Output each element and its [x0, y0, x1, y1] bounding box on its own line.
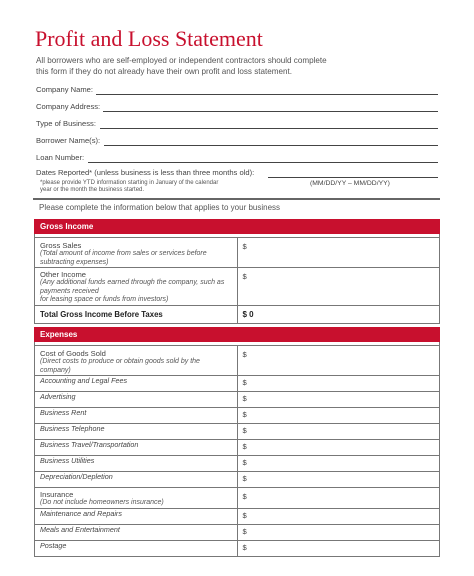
type-of-business-field[interactable] [36, 119, 438, 129]
type-of-business-label: Type of Business: [36, 119, 96, 128]
table-row [35, 509, 440, 525]
expense-amount[interactable]: $ [237, 541, 440, 557]
dates-reported-field[interactable] [36, 168, 438, 178]
dates-reported-label: Dates Reported* (unless business is less than three months old): [36, 168, 255, 177]
expense-item-cell [35, 541, 238, 557]
dates-note [40, 180, 218, 194]
expense-amount[interactable]: $ [237, 392, 440, 408]
gross-income-header-row [35, 220, 440, 234]
expense-item-label: Maintenance and Repairs [40, 509, 122, 518]
expense-item-cell [35, 392, 238, 408]
intro-text [36, 56, 426, 77]
total-gross-income-cell [35, 305, 238, 323]
intro-line-1: All borrowers who are self-employed or independent contractors should complete [36, 56, 327, 65]
expense-item-cell [35, 440, 238, 456]
gross-sales-amount[interactable]: $ [237, 238, 440, 268]
expense-amount[interactable]: $ [237, 424, 440, 440]
cogs-cell [35, 346, 238, 376]
table-row [35, 268, 440, 306]
total-gross-income-label: Total Gross Income Before Taxes [40, 309, 163, 319]
expense-item-cell [35, 509, 238, 525]
expense-item-cell [35, 424, 238, 440]
total-gross-income-amount: $ 0 [237, 305, 440, 323]
borrower-name-label: Borrower Name(s): [36, 136, 101, 145]
table-row [35, 488, 440, 509]
expense-amount[interactable]: $ [237, 440, 440, 456]
expense-item-label: Business Travel/Transportation [40, 440, 139, 449]
loan-number-field[interactable] [36, 153, 438, 163]
section-divider [33, 198, 440, 200]
loan-number-label: Loan Number: [36, 153, 85, 162]
borrower-name-line[interactable] [104, 145, 438, 146]
expense-item-cell [35, 472, 238, 488]
instruction-text: Please complete the information below that applies to your business [39, 203, 281, 212]
gross-sales-cell [35, 238, 238, 268]
expense-item-label: Advertising [40, 392, 76, 401]
expense-amount[interactable]: $ [237, 509, 440, 525]
expense-item-cell [35, 408, 238, 424]
company-name-label: Company Name: [36, 85, 93, 94]
gross-income-table [34, 219, 440, 324]
table-row [35, 525, 440, 541]
expense-item-label: Business Utilities [40, 456, 95, 465]
table-row [35, 456, 440, 472]
dates-reported-line[interactable] [268, 177, 438, 178]
gross-sales-label: Gross Sales [40, 241, 82, 250]
other-income-sub-2: for leasing space or funds from investors) [40, 296, 169, 303]
dates-note-line-2: year or the month the business started. [40, 187, 145, 193]
insurance-label: Insurance [40, 490, 74, 499]
table-row [35, 238, 440, 268]
cogs-label: Cost of Goods Sold [40, 349, 106, 358]
expense-item-label: Accounting and Legal Fees [40, 376, 128, 385]
dates-format-hint: (MM/DD/YY – MM/DD/YY) [310, 180, 390, 187]
dates-note-line-1: *please provide YTD information starting in January of the calendar [40, 180, 219, 186]
expense-item-cell [35, 376, 238, 392]
expense-item-label: Depreciation/Depletion [40, 472, 113, 481]
total-row [35, 305, 440, 323]
table-row [35, 541, 440, 557]
type-of-business-line[interactable] [100, 128, 438, 129]
insurance-amount[interactable]: $ [237, 488, 440, 509]
company-name-field[interactable] [36, 85, 438, 95]
table-row [35, 440, 440, 456]
gross-income-header: Gross Income [35, 220, 440, 234]
other-income-amount[interactable]: $ [237, 268, 440, 306]
table-row [35, 408, 440, 424]
expense-item-cell [35, 456, 238, 472]
insurance-cell [35, 488, 238, 509]
expense-amount[interactable]: $ [237, 408, 440, 424]
table-row [35, 392, 440, 408]
loan-number-line[interactable] [88, 162, 438, 163]
intro-line-2: this form if they do not already have their own profit and loss statement. [36, 66, 292, 76]
expense-item-label: Business Rent [40, 408, 87, 417]
insurance-sub: (Do not include homeowners insurance) [40, 499, 164, 506]
expense-item-label: Meals and Entertainment [40, 525, 120, 534]
cogs-sub: (Direct costs to produce or obtain goods sold by the company) [40, 358, 200, 374]
other-income-cell [35, 268, 238, 306]
expenses-table [34, 327, 440, 557]
table-row [35, 346, 440, 376]
expenses-header-row [35, 328, 440, 342]
expense-item-cell [35, 525, 238, 541]
expenses-header: Expenses [35, 328, 440, 342]
company-address-line[interactable] [103, 111, 438, 112]
table-row [35, 424, 440, 440]
other-income-sub-1: (Any additional funds earned through the company, such as payments received [40, 279, 225, 295]
company-name-line[interactable] [96, 94, 438, 95]
gross-sales-sub: (Total amount of income from sales or services before subtracting expenses) [40, 250, 207, 266]
expense-item-label: Postage [40, 541, 67, 550]
page-title: Profit and Loss Statement [35, 26, 263, 51]
cogs-amount[interactable]: $ [237, 346, 440, 376]
expense-amount[interactable]: $ [237, 525, 440, 541]
table-row [35, 376, 440, 392]
borrower-name-field[interactable] [36, 136, 438, 146]
expense-amount[interactable]: $ [237, 456, 440, 472]
expense-item-label: Business Telephone [40, 424, 105, 433]
table-row [35, 472, 440, 488]
other-income-label: Other Income [40, 270, 87, 279]
expense-amount[interactable]: $ [237, 376, 440, 392]
company-address-field[interactable] [36, 102, 438, 112]
expense-amount[interactable]: $ [237, 472, 440, 488]
company-address-label: Company Address: [36, 102, 101, 111]
